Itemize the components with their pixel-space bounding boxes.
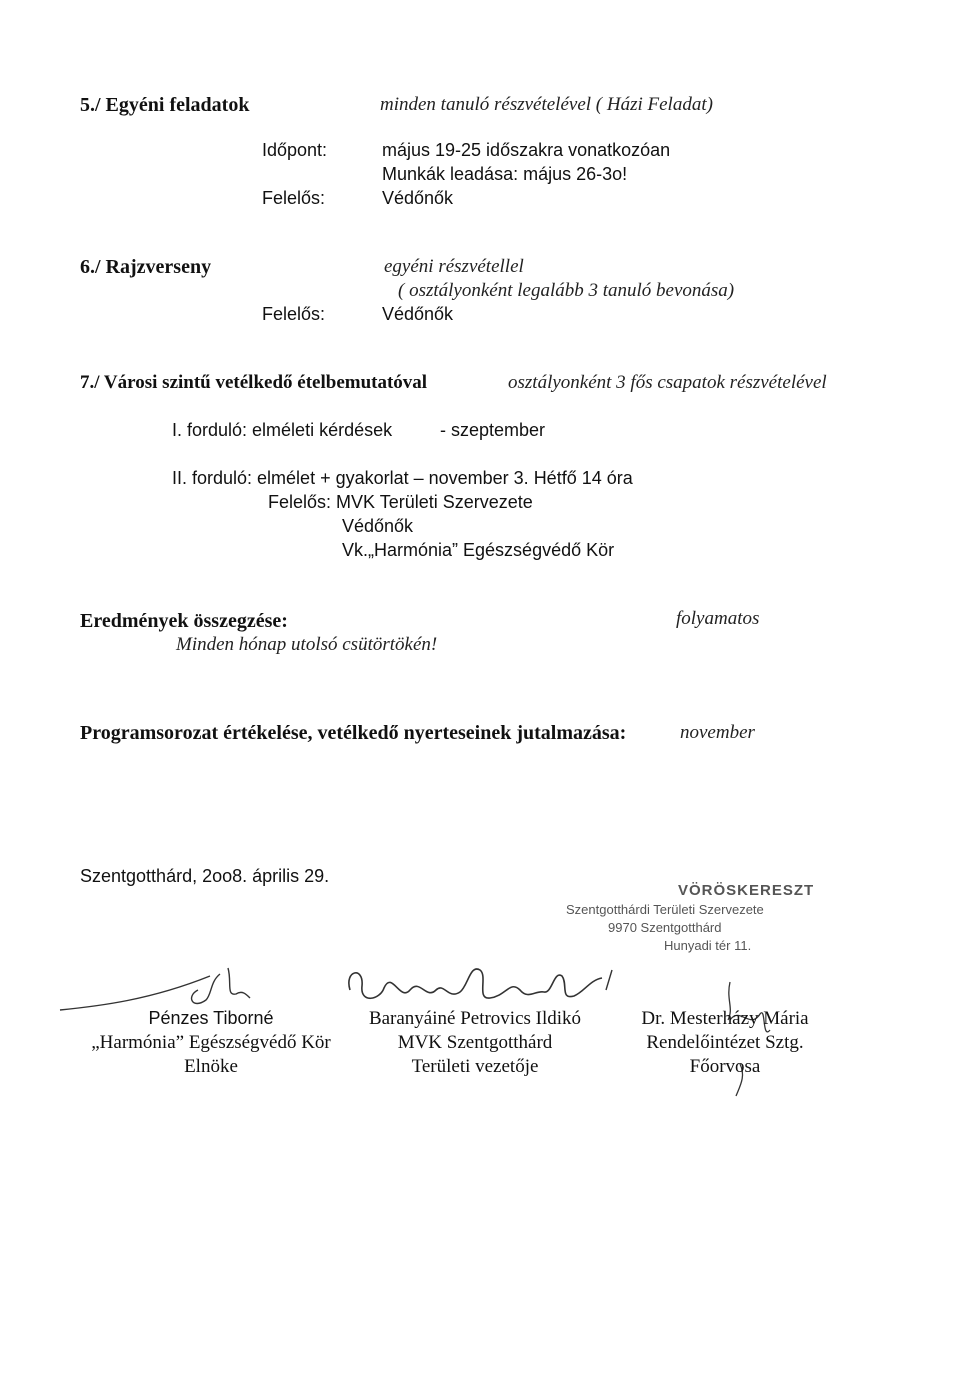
signatory-3-org: Rendelőintézet Sztg. xyxy=(646,1032,804,1053)
official-stamp xyxy=(560,868,815,968)
results-status: folyamatos xyxy=(676,608,760,629)
item5-time-label: Időpont: xyxy=(262,140,328,160)
item5-time-value: május 19-25 időszakra vonatkozóan xyxy=(382,140,671,160)
item7-round2: II. forduló: elmélet + gyakorlat – november 3. Hétfő 14 óra xyxy=(172,468,633,488)
item5-heading: 5./ Egyéni feladatok xyxy=(80,94,250,116)
item5-note: minden tanuló részvételével ( Házi Feladat) xyxy=(380,94,713,115)
item6-heading: 6./ Rajzverseny xyxy=(80,256,212,278)
item7-note: osztályonként 3 fős csapatok részvételével xyxy=(508,372,827,393)
results-heading: Eredmények összegzése: xyxy=(80,610,288,632)
item6-note-1: egyéni részvétellel xyxy=(384,256,524,277)
stamp-line-4: Hunyadi tér 11. xyxy=(664,938,752,953)
signatory-1-org: „Harmónia” Egészségvédő Kör xyxy=(91,1032,331,1053)
signatory-2-org: MVK Szentgotthárd xyxy=(397,1032,553,1053)
item7-round1: I. forduló: elméleti kérdések xyxy=(172,420,393,440)
item5-resp-value: Védőnők xyxy=(382,188,454,208)
stamp-line-1: VÖRÖSKERESZT xyxy=(678,882,815,899)
item5-resp-label: Felelős: xyxy=(262,188,326,208)
item6-resp-label: Felelős: xyxy=(262,304,326,324)
evaluation-heading: Programsorozat értékelése, vetélkedő nyerteseinek jutalmazása: xyxy=(80,722,627,744)
signatory-2-name: Baranyáiné Petrovics Ildikó xyxy=(368,1008,582,1029)
item7-resp-3: Vk.„Harmónia” Egészségvédő Kör xyxy=(342,540,615,560)
results-note: Minden hónap utolsó csütörtökén! xyxy=(176,634,438,655)
signatory-1-role: Elnöke xyxy=(184,1056,238,1077)
evaluation-time: november xyxy=(680,722,755,743)
signatory-1-name: Pénzes Tiborné xyxy=(148,1008,274,1028)
signatory-3-role: Főorvosa xyxy=(689,1056,761,1077)
place-date: Szentgotthárd, 2oo8. április 29. xyxy=(80,866,330,886)
signatory-2-role: Területi vezetője xyxy=(411,1056,539,1077)
stamp-line-3: 9970 Szentgotthárd xyxy=(608,920,722,935)
signatory-3-name: Dr. Mesterházy Mária xyxy=(641,1008,809,1029)
item6-resp-value: Védőnők xyxy=(382,304,454,324)
item7-resp-1: Felelős: MVK Területi Szervezete xyxy=(268,492,533,512)
item7-resp-2: Védőnők xyxy=(342,516,414,536)
item6-note-2: ( osztályonként legalább 3 tanuló bevonása) xyxy=(398,280,735,301)
item7-round1-time: - szeptember xyxy=(440,420,546,440)
stamp-line-2: Szentgotthárdi Területi Szervezete xyxy=(566,902,764,917)
item7-heading: 7./ Városi szintű vetélkedő ételbemutatóval xyxy=(80,372,428,393)
item5-submit-value: Munkák leadása: május 26-3o! xyxy=(382,164,628,184)
